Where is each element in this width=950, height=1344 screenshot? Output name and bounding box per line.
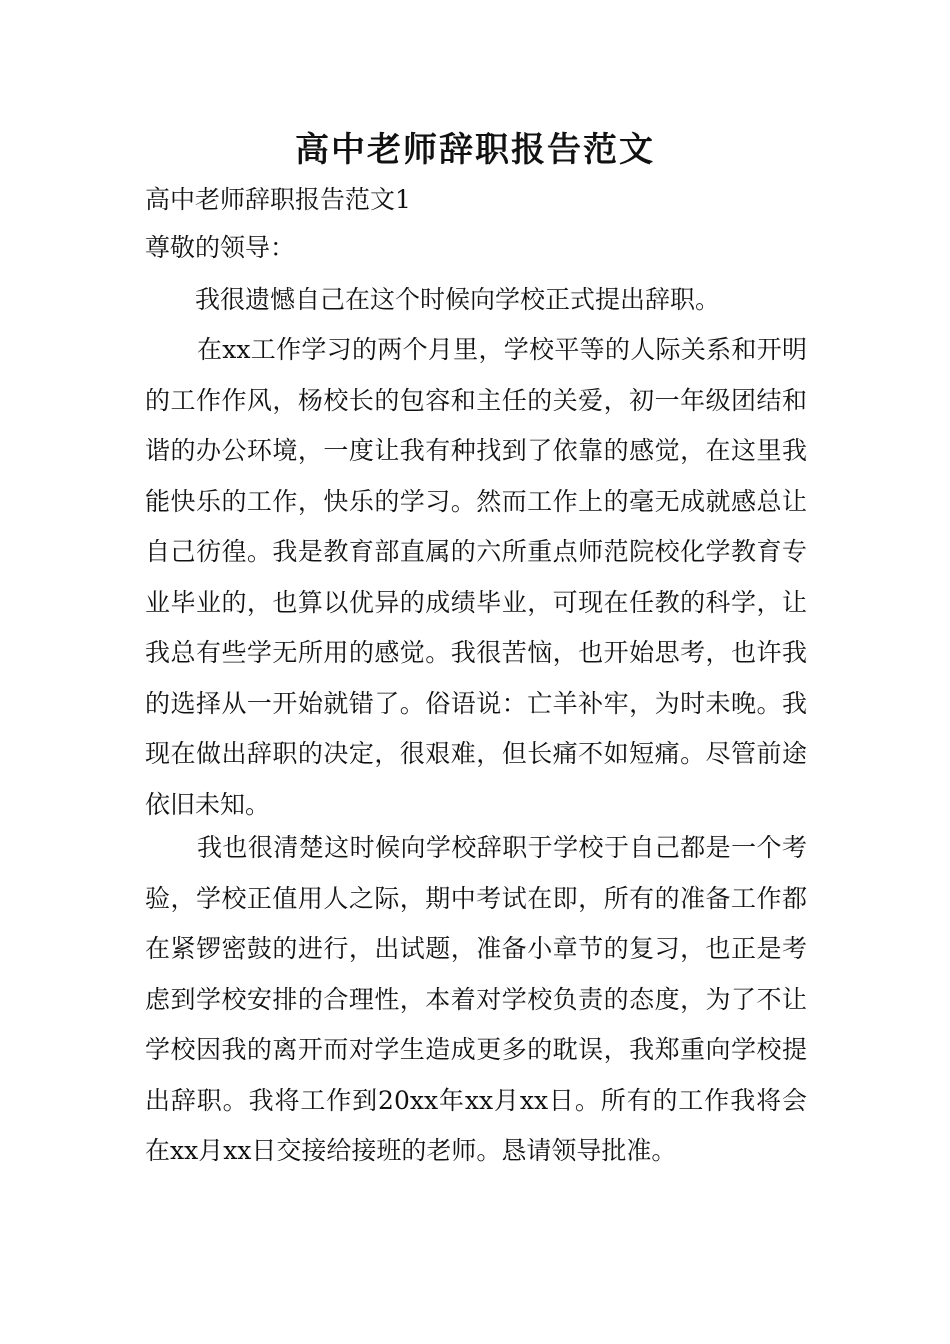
salutation: 尊敬的领导： — [145, 233, 296, 262]
document-subtitle: 高中老师辞职报告范文1 — [145, 185, 411, 214]
paragraph-2: 在xx工作学习的两个月里，学校平等的人际关系和开明的工作作风，杨校长的包容和主任的关爱，初一年级团结和谐的办公环境，一度让我有种找到了依靠的感觉，在这里我能快乐的工作，快乐的学习。然而工作上的毫无成就感总让自己彷徨。我是教育部直属的六所重点师范院校化学教育专业毕业的，也算以优异的成绩毕业，可现在任教的科学，让我总有些学无所用的感觉。我很苦恼，也开始思考，也许我的选择从一开始就错了。俗语说：亡羊补牢，为时未晚。我现在做出辞职的决定，很艰难，但长痛不如短痛。尽管前途依旧未知。 — [145, 335, 807, 819]
paragraph-3: 我也很清楚这时候向学校辞职于学校于自己都是一个考验，学校正值用人之际，期中考试在即，所有的准备工作都在紧锣密鼓的进行，出试题，准备小章节的复习，也正是考虑到学校安排的合理性，本着对学校负责的态度，为了不让学校因我的离开而对学生造成更多的耽误，我郑重向学校提出辞职。我将工作到20xx年xx月xx日。所有的工作我将会在xx月xx日交接给接班的老师。恳请领导批准。 — [145, 833, 807, 1165]
document-title: 高中老师辞职报告范文 — [295, 130, 655, 170]
paragraph-1: 我很遗憾自己在这个时候向学校正式提出辞职。 — [195, 285, 721, 314]
